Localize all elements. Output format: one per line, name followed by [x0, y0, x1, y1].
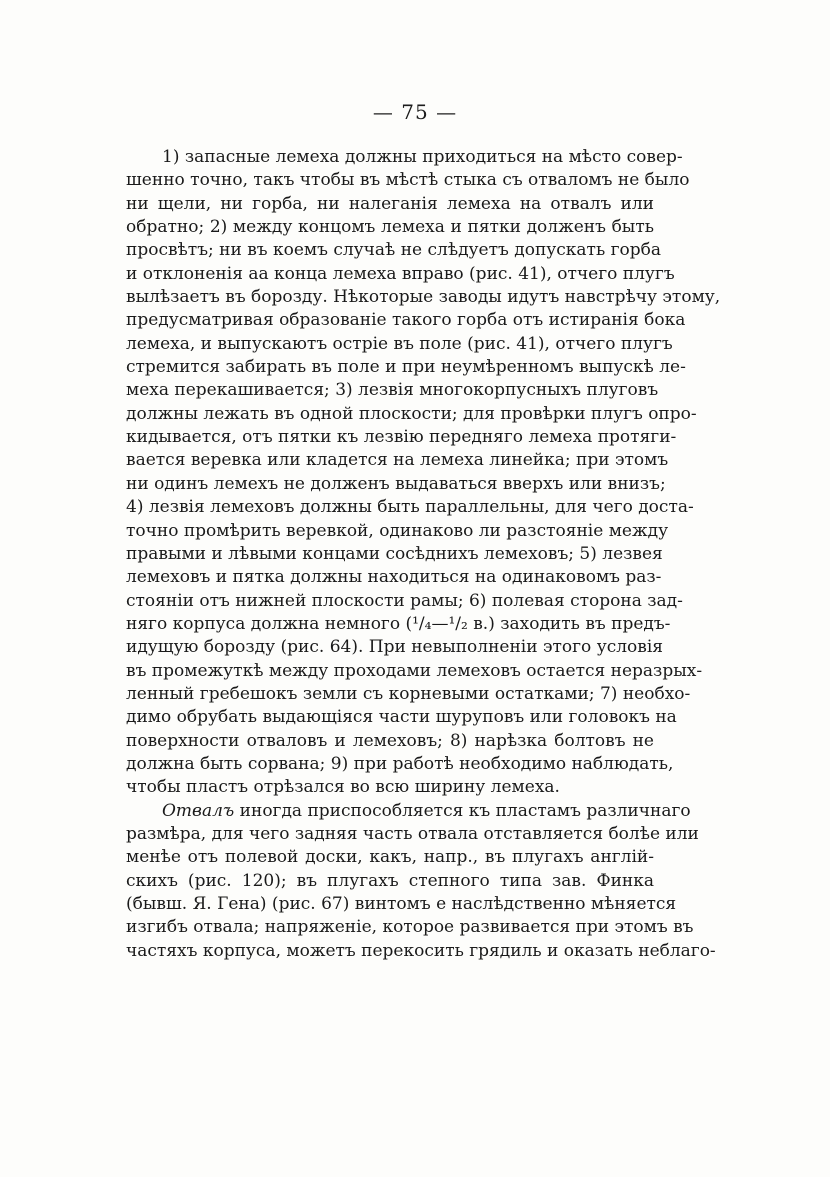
text-line: стояніи отъ нижней плоскости рамы; 6) полевая сторона зад-	[126, 590, 683, 611]
text-line: точно промѣрить веревкой, одинаково ли разстояніе между	[126, 520, 669, 541]
text-line: предусматривая образованіе такого горба отъ истиранія бока	[126, 310, 686, 331]
body-text	[126, 146, 721, 963]
text-line: кидывается, отъ пятки къ лезвію передняго лемеха протяги-	[126, 427, 677, 448]
text-line: поверхности отваловъ и лемеховъ; 8) нарѣзка болтовъ не	[126, 730, 654, 751]
text-line: шенно точно, такъ чтобы въ мѣстѣ стыка съ отваломъ не было	[126, 170, 690, 191]
text-line: правыми и лѣвыми концами сосѣднихъ лемеховъ; 5) лезвея	[126, 543, 663, 564]
paragraph	[126, 146, 721, 800]
text-line: няго корпуса должна немного (¹/₄—¹/₂ в.) заходить въ предъ-	[126, 613, 671, 634]
page-number: — 75 —	[372, 100, 458, 124]
text-line	[126, 800, 691, 823]
text-line: скихъ (рис. 120); въ плугахъ степного типа зав. Финка	[126, 870, 654, 891]
text-line: размѣра, для чего задняя часть отвала отставляется болѣе или	[126, 823, 699, 844]
text-line: должна быть сорвана; 9) при работѣ необходимо наблюдать,	[126, 753, 674, 774]
lead-word: Отвалъ	[162, 800, 235, 821]
text-line: димо обрубать выдающіяся части шуруповъ или головокъ на	[126, 707, 677, 728]
text-line: чтобы пластъ отрѣзался во всю ширину лемеха.	[126, 777, 560, 798]
text-line: обратно; 2) между концомъ лемеха и пятки долженъ быть	[126, 217, 654, 238]
text-line: меха перекашивается; 3) лезвія многокорпусныхъ плуговъ	[126, 380, 659, 401]
text-line: изгибъ отвала; напряженіе, которое развивается при этомъ въ	[126, 917, 694, 938]
text-line: ни щели, ни горба, ни налеганія лемеха на отвалъ или	[126, 193, 654, 214]
text-line: лемеховъ и пятка должны находиться на одинаковомъ раз-	[126, 567, 662, 588]
text-line: лемеха, и выпускаютъ остріе въ поле (рис. 41), отчего плугъ	[126, 333, 673, 354]
text-line: вается веревка или кладется на лемеха линейка; при этомъ	[126, 450, 669, 471]
paragraph	[126, 800, 716, 963]
text-line: (бывш. Я. Гена) (рис. 67) винтомъ е наслѣдственно мѣняется	[126, 894, 677, 914]
text-line: 4) лезвія лемеховъ должны быть параллельны, для чего доста-	[126, 497, 694, 518]
text-line: просвѣтъ; ни въ коемъ случаѣ не слѣдуетъ допускать горба	[126, 240, 662, 261]
text-line: ни одинъ лемехъ не долженъ выдаваться вверхъ или внизъ;	[126, 473, 666, 494]
text-line: 1) запасные лемеха должны приходиться на мѣсто совер-	[162, 147, 683, 167]
text-line: менѣе отъ полевой доски, какъ, напр., въ плугахъ англій-	[126, 847, 654, 868]
text-line: частяхъ корпуса, можетъ перекосить грядиль и оказать неблаго-	[126, 940, 716, 961]
text-line: стремится забирать въ поле и при неумѣренномъ выпускѣ ле-	[126, 357, 686, 378]
text-fragment: иногда приспособляется къ пластамъ различнаго	[234, 800, 691, 821]
text-line: и отклоненія аа конца лемеха вправо (рис. 41), отчего плугъ	[126, 263, 675, 284]
text-line: вылѣзаетъ въ борозду. Нѣкоторые заводы идутъ навстрѣчу этому,	[126, 287, 721, 308]
text-line: въ промежуткѣ между проходами лемеховъ остается неразрых-	[126, 660, 703, 681]
text-line: ленный гребешокъ земли съ корневыми остатками; 7) необхо-	[126, 683, 691, 704]
text-line: должны лежать въ одной плоскости; для провѣрки плугъ опро-	[126, 403, 697, 424]
text-line: идущую борозду (рис. 64). При невыполненіи этого условія	[126, 637, 663, 658]
